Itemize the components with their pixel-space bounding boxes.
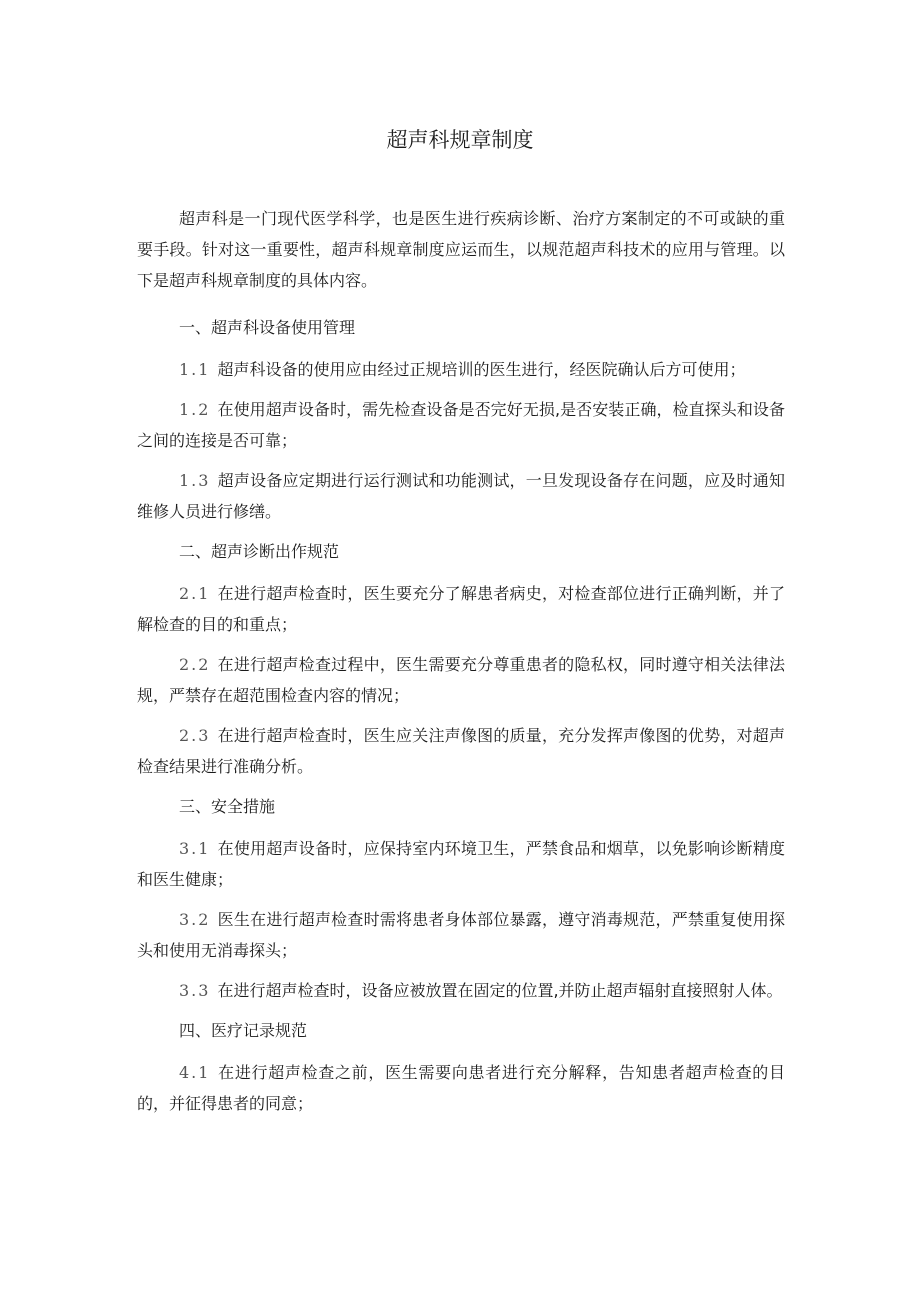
- clause-text: 在进行超声检查之前，医生需要向患者进行充分解释，告知患者超声检查的目的，并征得患者的同意；: [137, 1063, 785, 1113]
- clause-number: 1.2: [179, 400, 211, 419]
- clause-paragraph: [137, 354, 785, 385]
- clause-paragraph: [137, 649, 785, 711]
- clause-text: 在使用超声设备时，需先检查设备是否完好无损,是否安装正确，检直探头和设备之间的连接是否可靠；: [137, 400, 785, 450]
- document-title: 超声科规章制度: [386, 128, 534, 152]
- clause-number: 3.3: [179, 981, 211, 1000]
- clause-paragraph: [137, 465, 785, 527]
- clause-text: 在进行超声检查过程中，医生需要充分尊重患者的隐私权，同时遵守相关法律法规，严禁存在超范围检查内容的情况；: [137, 655, 785, 705]
- section-heading: 三、安全措施: [179, 797, 276, 816]
- clause-paragraph: [137, 1057, 785, 1119]
- clause-number: 2.2: [179, 655, 211, 674]
- clause-text: 在进行超声检查时，设备应被放置在固定的位置,并防止超声辐射直接照射人体。: [217, 981, 783, 1000]
- clause-paragraph: [137, 720, 785, 782]
- clause-text: 超声设备应定期进行运行测试和功能测试，一旦发现设备存在问题，应及时通知维修人员进行修缮。: [137, 471, 785, 521]
- clause-text: 医生在进行超声检查时需将患者身体部位暴露，遵守消毒规范，严禁重复使用探头和使用无消毒探头；: [137, 910, 785, 960]
- clause-paragraph: [137, 833, 785, 895]
- clause-paragraph: [137, 394, 785, 456]
- clause-paragraph: [137, 578, 785, 640]
- clause-text: 在进行超声检查时，医生应关注声像图的质量，充分发挥声像图的优势，对超声检查结果进行准确分析。: [137, 726, 785, 776]
- clause-number: 1.3: [179, 471, 211, 490]
- clause-number: 3.2: [179, 910, 211, 929]
- clause-number: 4.1: [179, 1063, 211, 1082]
- clause-text: 在进行超声检查时，医生要充分了解患者病史，对检查部位进行正确判断，并了解检查的目的和重点；: [137, 584, 785, 634]
- section-heading: 一、超声科设备使用管理: [179, 318, 356, 337]
- section-heading: 二、超声诊断出作规范: [179, 542, 340, 561]
- clause-number: 2.3: [179, 726, 211, 745]
- clause-number: 2.1: [179, 584, 211, 603]
- clause-number: 3.1: [179, 839, 211, 858]
- clause-text: 在使用超声设备时，应保持室内环境卫生，严禁食品和烟草，以免影响诊断精度和医生健康；: [137, 839, 785, 889]
- intro-paragraph: 超声科是一门现代医学科学，也是医生进行疾病诊断、治疗方案制定的不可或缺的重要手段。针对这一重要性，超声科规章制度应运而生，以规范超声科技术的应用与管理。以下是超声科规章制度的具体内容。: [137, 209, 785, 290]
- document-body: [137, 203, 785, 1128]
- clause-paragraph: [137, 975, 785, 1006]
- clause-text: 超声科设备的使用应由经过正规培训的医生进行，经医院确认后方可使用；: [217, 360, 746, 379]
- clause-number: 1.1: [179, 360, 211, 379]
- section-heading: 四、医疗记录规范: [179, 1021, 308, 1040]
- clause-paragraph: [137, 904, 785, 966]
